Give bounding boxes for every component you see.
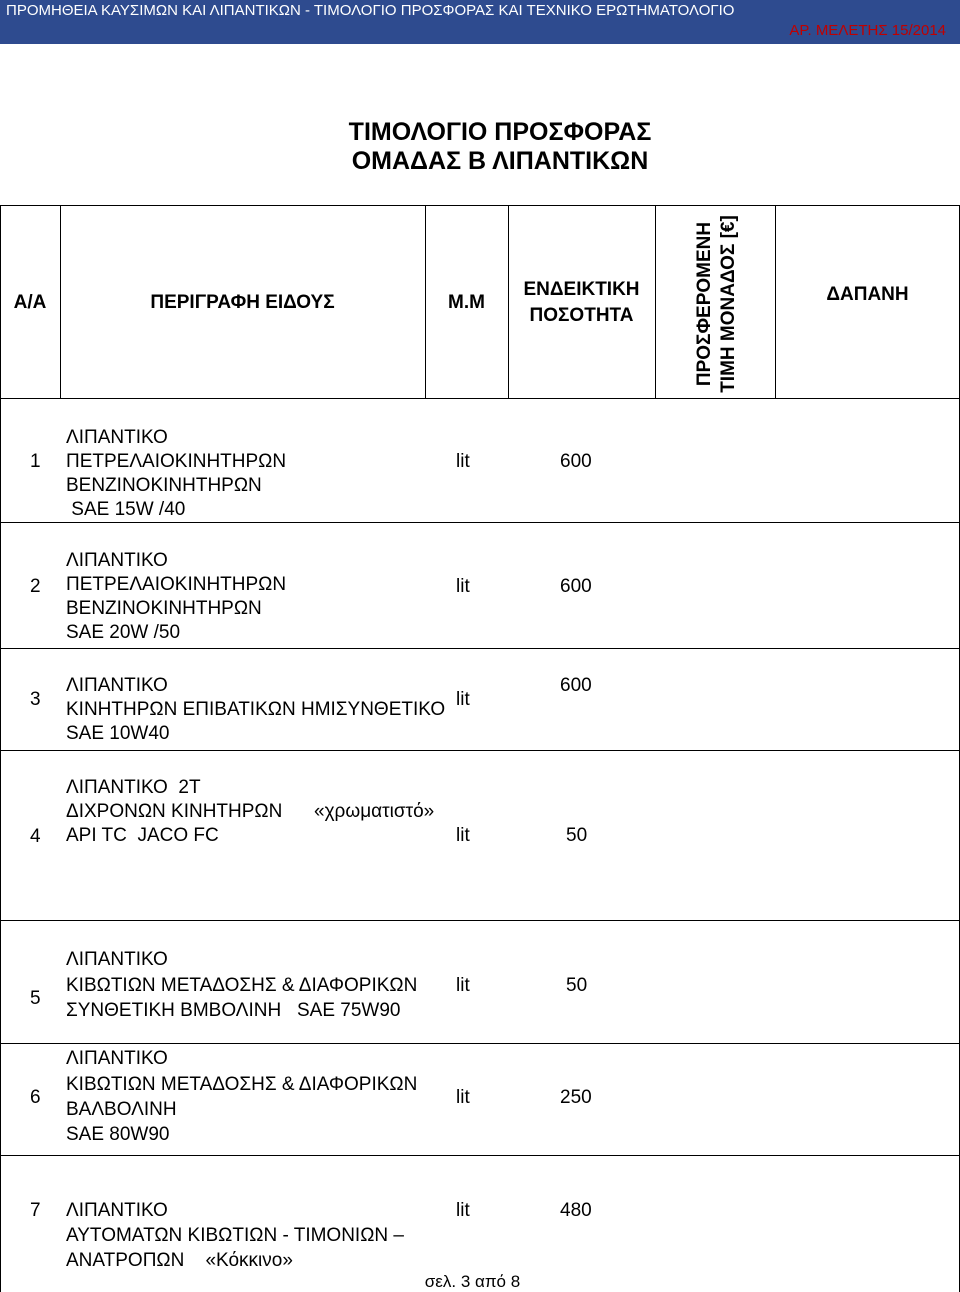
row-divider [0, 522, 960, 523]
row-description-line: ΛΙΠΑΝΤΙΚΟ [66, 949, 168, 970]
row-quantity: 480 [560, 1200, 592, 1221]
page-number: σελ. 3 από 8 [424, 1272, 521, 1291]
column-header-unit: Μ.Μ [448, 292, 485, 313]
row-description-line: ΒΕΝΖΙΝΟΚΙΝΗΤΗΡΩΝ [66, 475, 262, 496]
header-bar [0, 0, 960, 44]
row-quantity: 50 [566, 975, 588, 996]
table-top-border [0, 205, 960, 206]
row-description-line: ΣΥΝΘΕΤΙΚΗ ΒΜΒΟΛΙΝΗ SAE 75W90 [66, 1000, 401, 1021]
row-description-line: SAE 80W90 [66, 1124, 170, 1145]
row-description-line: ΚΙΒΩΤΙΩΝ ΜΕΤΑΔΟΣΗΣ & ΔΙΑΦΟΡΙΚΩΝ [66, 1074, 418, 1095]
row-divider [0, 1155, 960, 1156]
row-number: 7 [30, 1200, 41, 1221]
table-left-border [0, 205, 1, 1292]
document-title: ΤΙΜΟΛΟΓΙΟ ΠΡΟΣΦΟΡΑΣ [348, 118, 652, 146]
row-description-line: ΛΙΠΑΝΤΙΚΟ [66, 675, 168, 696]
row-number: 4 [30, 826, 41, 847]
row-description-line: ΠΕΤΡΕΛΑΙΟΚΙΝΗΤΗΡΩΝ [66, 451, 287, 472]
row-description-line: ΒΕΝΖΙΝΟΚΙΝΗΤΗΡΩΝ [66, 598, 262, 619]
column-header-quantity-line2: ΠΟΣΟΤΗΤΑ [529, 305, 634, 326]
row-description-line: ΑΝΑΤΡΟΠΩΝ «Κόκκινο» [66, 1250, 293, 1271]
column-header-price-line1: ΠΡΟΣΦΕΡΟΜΕΝΗ [694, 221, 715, 387]
row-description-line: ΛΙΠΑΝΤΙΚΟ 2Τ [66, 777, 201, 798]
header-bottom-border [0, 398, 960, 399]
row-unit: lit [456, 1200, 470, 1221]
row-description-line: ΛΙΠΑΝΤΙΚΟ [66, 1200, 168, 1221]
row-divider [0, 1043, 960, 1044]
row-description-line: ΚΙΒΩΤΙΩΝ ΜΕΤΑΔΟΣΗΣ & ΔΙΑΦΟΡΙΚΩΝ [66, 975, 418, 996]
row-description-line: ΒΑΛΒΟΛΙΝΗ [66, 1099, 177, 1120]
column-header-cost: ΔΑΠΑΝΗ [826, 284, 909, 305]
row-unit: lit [456, 1087, 470, 1108]
header-right-text: ΑΡ. ΜΕΛΕΤΗΣ 15/2014 [789, 22, 946, 39]
row-description-line: API TC JACO FC [66, 825, 219, 846]
row-number: 6 [30, 1087, 41, 1108]
row-description-line: ΔΙΧΡΟΝΩΝ ΚΙΝΗΤΗΡΩΝ «χρωματιστό» [66, 801, 435, 822]
row-quantity: 600 [560, 451, 592, 472]
row-unit: lit [456, 451, 470, 472]
row-unit: lit [456, 975, 470, 996]
column-header-quantity-line1: ΕΝΔΕΙΚΤΙΚΗ [523, 279, 640, 300]
row-quantity: 600 [560, 576, 592, 597]
row-description-line: SAE 20W /50 [66, 622, 181, 643]
row-description-line: ΛΙΠΑΝΤΙΚΟ [66, 550, 168, 571]
row-unit: lit [456, 576, 470, 597]
header-left-text: ΠΡΟΜΗΘΕΙΑ ΚΑΥΣΙΜΩΝ ΚΑΙ ΛΙΠΑΝΤΙΚΩΝ - ΤΙΜΟΛΟΓΙΟ ΠΡΟΣΦΟΡΑΣ ΚΑΙ ΤΕΧΝΙΚΟ ΕΡΩΤΗΜΑΤΟΛΟΓΙΟ [6, 2, 735, 19]
row-description-line: ΚΙΝΗΤΗΡΩΝ ΕΠΙΒΑΤΙΚΩΝ ΗΜΙΣΥΝΘΕΤΙΚΟ [66, 699, 446, 720]
row-quantity: 600 [560, 675, 592, 696]
column-header-price-line2: ΤΙΜΗ ΜΟΝΑΔΟΣ [€] [718, 215, 739, 393]
row-divider [0, 750, 960, 751]
row-description-line: ΛΙΠΑΝΤΙΚΟ [66, 1048, 168, 1069]
row-divider [0, 920, 960, 921]
row-unit: lit [456, 689, 470, 710]
row-description-line: SAE 10W40 [66, 723, 170, 744]
row-quantity: 50 [566, 825, 588, 846]
row-description-line: ΑΥΤΟΜΑΤΩΝ ΚΙΒΩΤΙΩΝ - ΤΙΜΟΝΙΩΝ – [66, 1225, 404, 1246]
column-header-description: ΠΕΡΙΓΡΑΦΗ ΕΙΔΟΥΣ [150, 292, 335, 313]
row-description-line: SAE 15W /40 [66, 499, 186, 520]
row-number: 2 [30, 576, 41, 597]
header-divider [655, 205, 656, 398]
row-description-line: ΠΕΤΡΕΛΑΙΟΚΙΝΗΤΗΡΩΝ [66, 574, 287, 595]
column-header-aa: Α/Α [13, 292, 47, 313]
document-subtitle: ΟΜΑΔΑΣ Β ΛΙΠΑΝΤΙΚΩΝ [351, 147, 649, 175]
row-number: 3 [30, 689, 41, 710]
row-description-line: ΛΙΠΑΝΤΙΚΟ [66, 427, 168, 448]
row-number: 5 [30, 988, 41, 1009]
row-unit: lit [456, 825, 470, 846]
row-number: 1 [30, 451, 41, 472]
row-quantity: 250 [560, 1087, 592, 1108]
row-divider [0, 648, 960, 649]
